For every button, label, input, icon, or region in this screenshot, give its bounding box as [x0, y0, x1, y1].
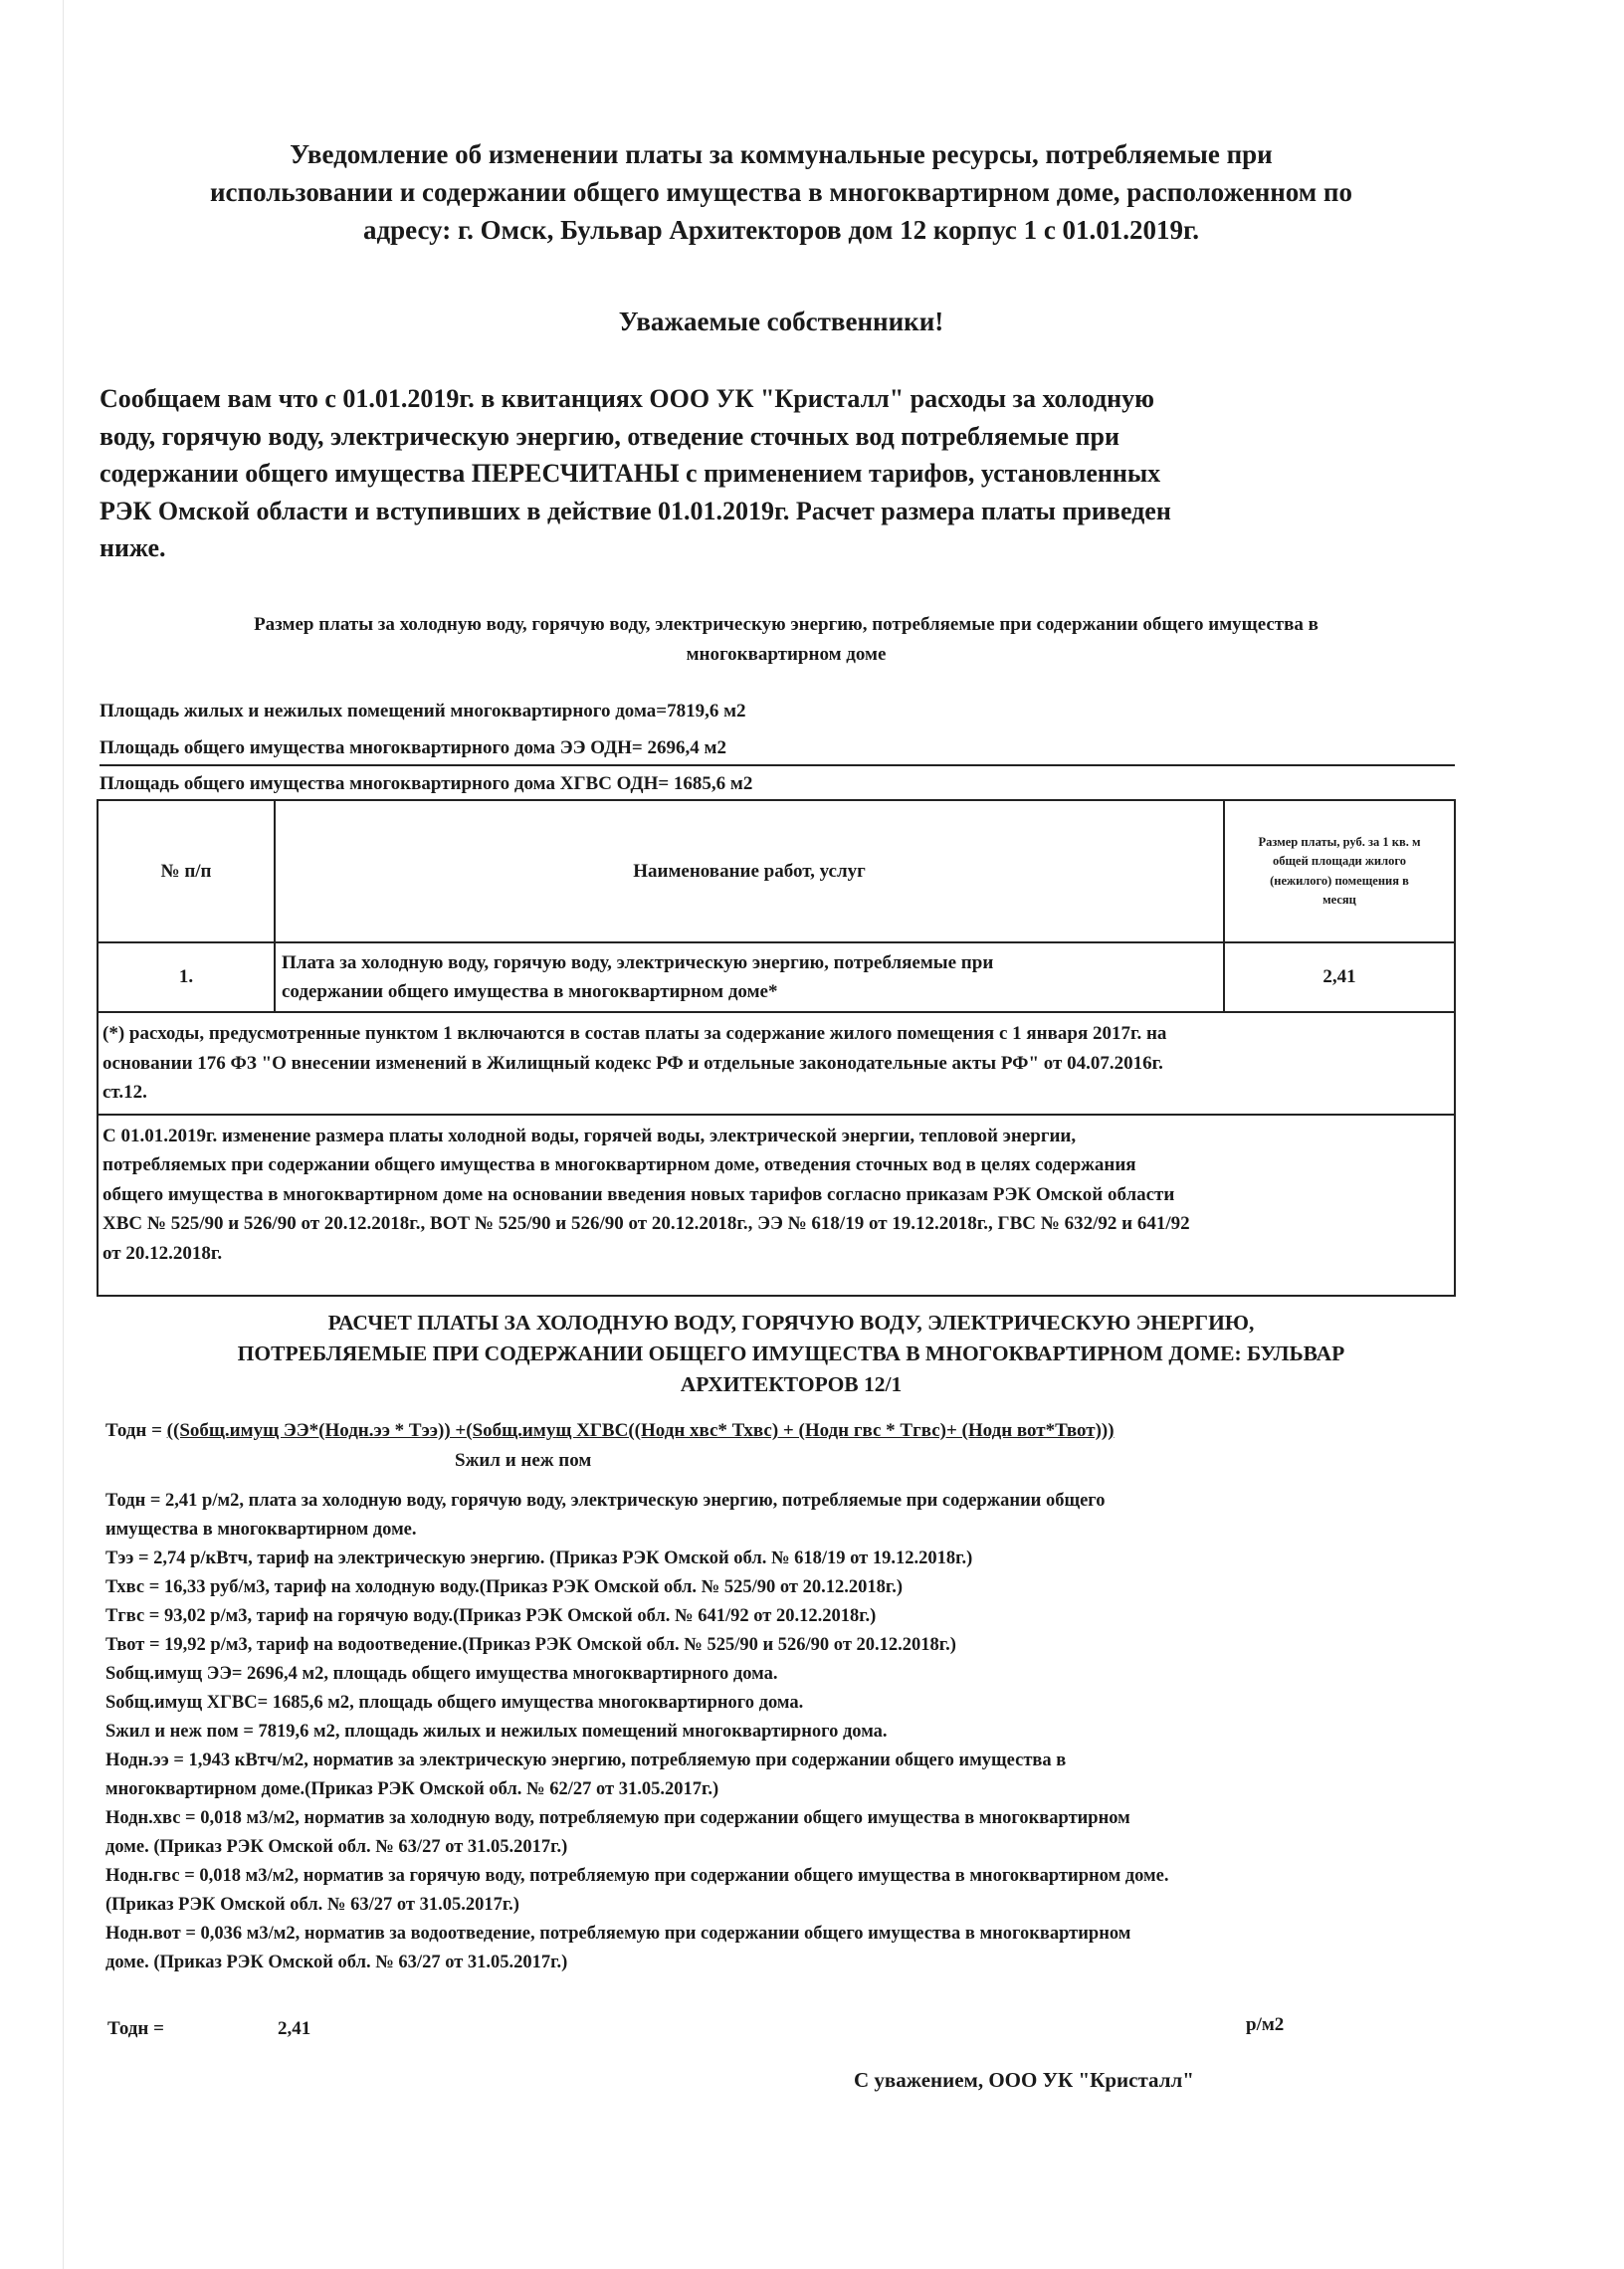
change-note-line: общего имущества в многоквартирном доме на основании введения новых тарифов согласно приказам РЭК Омской области [102, 1183, 1175, 1205]
result-label: Тодн = [107, 2018, 164, 2039]
row-rate: 2,41 [1224, 942, 1455, 1012]
row-num: 1. [98, 942, 275, 1012]
change-note-line: ХВС № 525/90 и 526/90 от 20.12.2018г., ВОТ № 525/90 и 526/90 от 20.12.2018г., ЭЭ № 618/19 от 19.12.2018г., ГВС № 632/92 и 641/92 [102, 1213, 1190, 1234]
result-value: 2,41 [278, 2018, 311, 2039]
area-common-water: Площадь общего имущества многоквартирного дома ХГВС ОДН= 1685,6 м2 [100, 773, 753, 794]
notice-title-line: адресу: г. Омск, Бульвар Архитекторов дом 12 корпус 1 с 01.01.2019г. [362, 215, 1200, 245]
definition-line: Тодн = 2,41 р/м2, плата за холодную воду, горячую воду, электрическую энергию, потребляемые при содержании общего [105, 1491, 1106, 1511]
footnote [98, 1012, 1455, 1115]
change-note-row [98, 1115, 1455, 1296]
definition-line: Нодн.ээ = 1,943 кВтч/м2, норматив за электрическую энергию, потребляемую при содержании общего имущества в [105, 1751, 1067, 1770]
table-header-row [98, 800, 1455, 942]
formula-numerator: ((Sобщ.имущ ЭЭ*(Нодн.ээ * Тээ)) +(Sобщ.имущ ХГВС((Нодн хвс* Тхвс) + (Нодн гвс * Тгвс)+ (Нодн вот*Твот))) [166, 1420, 1115, 1441]
footnote-line: ст.12. [102, 1082, 147, 1103]
definition-line: (Приказ РЭК Омской обл. № 63/27 от 31.05.2017г.) [105, 1895, 519, 1915]
definition-line: Нодн.гвс = 0,018 м3/м2, норматив за горячую воду, потребляемую при содержании общего имущества в многоквартирном доме. [105, 1866, 1169, 1886]
row-name [275, 942, 1224, 1012]
definition-line: Тхвс = 16,33 руб/м3, тариф на холодную воду.(Приказ РЭК Омской обл. № 525/90 от 20.12.2018г.) [105, 1577, 903, 1597]
calculation-title-line: АРХИТЕКТОРОВ 12/1 [680, 1372, 903, 1396]
notice-body-line: Сообщаем вам что с 01.01.2019г. в квитанциях ООО УК "Кристалл" расходы за холодную [100, 384, 1154, 413]
notice-body-line: РЭК Омской области и вступивших в действие 01.01.2019г. Расчет размера платы приведен [100, 496, 1171, 525]
area-residential: Площадь жилых и нежилых помещений многоквартирного дома=7819,6 м2 [100, 701, 746, 722]
signature: С уважением, ООО УК "Кристалл" [854, 2068, 1194, 2092]
header-rate [1224, 800, 1455, 942]
row-name-line: содержании общего имущества в многоквартирном доме* [282, 981, 778, 1002]
change-note-line: потребляемых при содержании общего имущества в многоквартирном доме, отведения сточных вод в целях содержания [102, 1154, 1136, 1175]
notice-body [100, 380, 1473, 567]
calculation-title-line: РАСЧЕТ ПЛАТЫ ЗА ХОЛОДНУЮ ВОДУ, ГОРЯЧУЮ ВОДУ, ЭЛЕКТРИЧЕСКУЮ ЭНЕРГИЮ, [327, 1311, 1255, 1335]
change-note [98, 1115, 1455, 1296]
row-name-line: Плата за холодную воду, горячую воду, электрическую энергию, потребляемые при [282, 952, 994, 973]
footnote-line: основании 176 ФЗ "О внесении изменений в Жилищный кодекс РФ и отдельные законодательные акты РФ" от 04.07.2016г. [102, 1052, 1163, 1074]
notice-body-line: ниже. [100, 533, 166, 562]
change-note-line: от 20.12.2018г. [102, 1242, 223, 1264]
definition-line: доме. (Приказ РЭК Омской обл. № 63/27 от 31.05.2017г.) [105, 1837, 568, 1857]
change-note-line: С 01.01.2019г. изменение размера платы холодной воды, горячей воды, электрической энергии, тепловой энергии, [102, 1125, 1077, 1146]
table-title-line: многоквартирном доме [686, 644, 887, 665]
table-title [109, 610, 1463, 670]
formula [105, 1420, 1115, 1442]
notice-title [100, 135, 1463, 249]
table-row [98, 942, 1455, 1012]
header-rate-line: Размер платы, руб. за 1 кв. м [1258, 834, 1421, 849]
definitions [105, 1487, 1459, 1977]
divider-line [100, 764, 1455, 766]
footnote-row [98, 1012, 1455, 1115]
definition-line: Sжил и неж пом = 7819,6 м2, площадь жилых и нежилых помещений многоквартирного дома. [105, 1722, 888, 1742]
definition-line: Sобщ.имущ ЭЭ= 2696,4 м2, площадь общего имущества многоквартирного дома. [105, 1664, 778, 1684]
header-name: Наименование работ, услуг [275, 800, 1224, 942]
table-title-line: Размер платы за холодную воду, горячую воду, электрическую энергию, потребляемые при содержании общего имущества в [254, 614, 1319, 635]
definition-line: Нодн.вот = 0,036 м3/м2, норматив за водоотведение, потребляемую при содержании общего имущества в многоквартирном [105, 1924, 1131, 1944]
result-unit: р/м2 [1246, 2014, 1285, 2035]
greeting: Уважаемые собственники! [618, 307, 944, 336]
definition-line: Нодн.хвс = 0,018 м3/м2, норматив за холодную воду, потребляемую при содержании общего имущества в многоквартирном [105, 1808, 1130, 1828]
header-rate-line: месяц [1322, 893, 1356, 907]
notice-body-line: воду, горячую воду, электрическую энергию, отведение сточных вод потребляемые при [100, 421, 1119, 451]
calculation-title [129, 1308, 1453, 1400]
definition-line: многоквартирном доме.(Приказ РЭК Омской обл. № 62/27 от 31.05.2017г.) [105, 1779, 719, 1799]
header-rate-line: общей площади жилого [1273, 854, 1406, 868]
notice-title-line: Уведомление об изменении платы за коммунальные ресурсы, потребляемые при [290, 139, 1273, 169]
tariff-table [97, 799, 1456, 1297]
header-rate-line: (нежилого) помещения в [1270, 873, 1409, 888]
footnote-line: (*) расходы, предусмотренные пунктом 1 включаются в состав платы за содержание жилого помещения с 1 января 2017г. на [102, 1023, 1167, 1044]
formula-prefix: Тодн = [105, 1420, 167, 1441]
definition-line: доме. (Приказ РЭК Омской обл. № 63/27 от 31.05.2017г.) [105, 1953, 568, 1972]
definition-line: Sобщ.имущ ХГВС= 1685,6 м2, площадь общего имущества многоквартирного дома. [105, 1693, 804, 1713]
formula-denominator: Sжил и неж пом [455, 1450, 592, 1471]
notice-title-line: использовании и содержании общего имущества в многоквартирном доме, расположенном по [210, 177, 1352, 207]
definition-line: Твот = 19,92 р/м3, тариф на водоотведение.(Приказ РЭК Омской обл. № 525/90 и 526/90 от 20.12.2018г.) [105, 1635, 956, 1655]
header-num: № п/п [98, 800, 275, 942]
notice-body-line: содержании общего имущества ПЕРЕСЧИТАНЫ с применением тарифов, установленных [100, 459, 1161, 488]
calculation-title-line: ПОТРЕБЛЯЕМЫЕ ПРИ СОДЕРЖАНИИ ОБЩЕГО ИМУЩЕСТВА В МНОГОКВАРТИРНОМ ДОМЕ: БУЛЬВАР [237, 1341, 1345, 1365]
definition-line: имущества в многоквартирном доме. [105, 1520, 417, 1540]
area-common-electricity: Площадь общего имущества многоквартирного дома ЭЭ ОДН= 2696,4 м2 [100, 737, 726, 758]
page-edge [63, 0, 64, 2269]
definition-line: Тээ = 2,74 р/кВтч, тариф на электрическую энергию. (Приказ РЭК Омской обл. № 618/19 от 19.12.2018г.) [105, 1548, 973, 1568]
definition-line: Тгвс = 93,02 р/м3, тариф на горячую воду.(Приказ РЭК Омской обл. № 641/92 от 20.12.2018г.) [105, 1606, 877, 1626]
